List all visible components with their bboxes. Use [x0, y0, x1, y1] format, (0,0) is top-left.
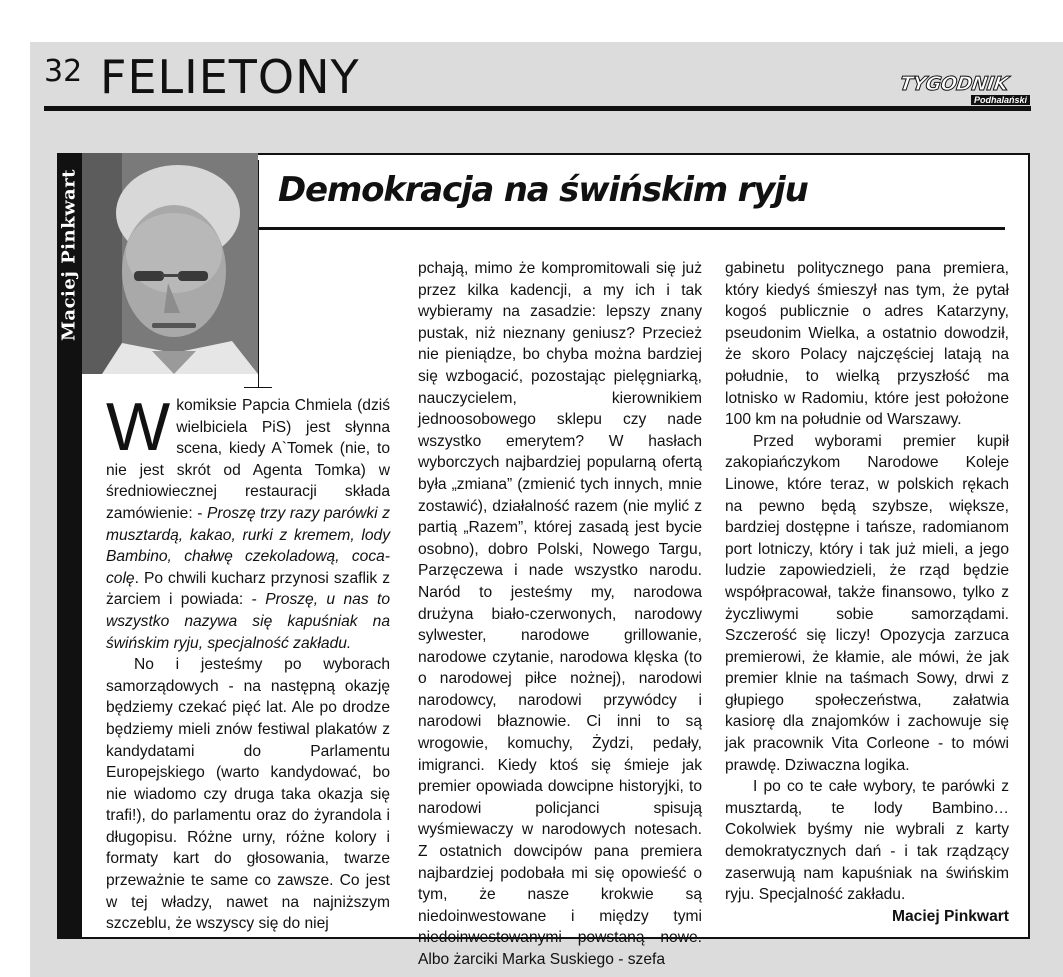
brand-logo-sub: Podhalański [971, 95, 1030, 105]
brand-logo-name: TYGODNIK [898, 73, 1010, 95]
headline-rule [258, 227, 1005, 230]
text-run: komiksie Papcia Chmiela (dziś wielbiciela PiS) jest słynna scena, kiedy A`Tomek (nie, to nie jest skrót od Agenta Tomka) w średniowiecznej restauracji składa zamówienie: - [106, 397, 390, 522]
frame-guide-tick [244, 387, 272, 388]
paragraph: No i jesteśmy po wyborach samorządowych - na następną okazję będziemy czekać pięć lat. Ale po drodze będziemy mieli znów festiwal plakatów z kandydatami do Parlamentu Europejskiego (warto kandydować, bo nie wiadomo czy druga taka okazja się trafi!), do parlamentu oraz do żyrandola i długopisu. Różne urny, różne kolory i formaty kart do głosowania, twarze przeważnie te same co zawsze. Co jest w tej władzy, nawet na najniższym szczeblu, że wszyscy się do niej [106, 656, 390, 933]
section-title: FELIETONY [100, 50, 360, 104]
paragraph: Przed wyborami premier kupił zakopiańczykom Narodowe Koleje Linowe, które teraz, w polskich rękach na pewno będą szybsze, większe, bardziej dostępne i tańsze, radomianom port lotniczy, który i tak już mieli, a jego ludzie zapowiedzieli, że rząd będzie współpracował, także finansowo, tylko z życzliwymi sobie samorządami. Szczerość się liczy! Opozycja zarzuca premierowi, że kłamie, ale mówi, że jak premier klnie na taśmach Sowy, drwi z głupiego społeczeństwa, załatwia kasiorę dla znajomków i zachowuje się jak pracownik Vita Corleone - to mówi prawdę. Dziwaczna logika. [725, 432, 1009, 774]
page-number: 32 [44, 54, 83, 89]
italic-text-run: Proszę, u nas to wszystko nazywa się kapuśniak na świńskim ryju, specjalność zakładu. [106, 591, 391, 652]
article-column-2 [418, 258, 702, 971]
author-photo [82, 153, 258, 374]
brand-logo [900, 73, 1032, 109]
italic-text-run: Proszę trzy razy parówki z musztardą, kakao, rurki z kremem, lody Bambino, chałwę czekoladową, coca-colę [106, 504, 390, 587]
paragraph: gabinetu politycznego pana premiera, który kiedyś śmieszył nas tym, że pytał kogoś publicznie o adres Katarzyny, pseudonim Wielka, a ostatnio dowodził, że skoro Polacy najczęściej latają na południe, to wielką przyszłość ma lotnisko w Radomiu, które jest położone 100 km na południe od Warszawy. [725, 260, 1009, 429]
text-run: . Po chwili kucharz przynosi szaflik z żarciem i powiada: - [106, 569, 390, 609]
paragraph: pchają, mimo że kompromitowali się już przez kilka kadencji, a my ich i tak wybieramy na zasadzie: lepszy znany pustak, niż nieznany geniusz? Przecież nie pieniądze, bo chyba można bardziej się wzbogacić, pozostając pielęgniarką, nauczycielem, kierownikiem jednoosobowego sklepu czy nade wszystko emerytem? W hasłach wyborczych najbardziej popularną ofertą była „zmiana” (zmienić tych innych, mnie zostawić), działalność razem (nie mylić z partią „Razem”, której zasadą jest bycie osobno), dobro Polski, Nowego Targu, Parzęczewa i nade wszystko narodu. Naród to jesteśmy my, narodowa drużyna biało-czerwonych, narodowy sylwester, narodowe grillowanie, narodowe czytanie, narodowa klęska (to o narodowej piłce nożnej), narodowi narodowcy, narodowi przywódcy i narodowi błaznowie. Ci inni to są wrogowie, komuchy, Żydzi, pedały, imigranci. Kiedy ktoś się śmieje jak premier opowiada dowcipne historyjki, to narodowi policjanci spisują wyśmiewaczy w narodowych notesach. Z ostatnich dowcipów pana premiera najbardziej podobała mi się opowieść o tym, że nasze krokwie są niedoinwestowane i między tymi niedoinwestowanymi powstaną nowe. Albo żarciki Marka Suskiego - szefa [418, 260, 702, 968]
frame-guide-vertical [258, 160, 259, 388]
header-rule [44, 106, 1031, 111]
article-headline: Demokracja na świńskim ryju [278, 170, 808, 210]
paragraph: I po co te całe wybory, te parówki z musztardą, te lody Bambino… Cokolwiek byśmy nie wybrali z karty demokratycznych dań - i tak rządzący zaserwują nam kapuśniak na świńskim ryju. Specjalność zakładu. [725, 778, 1009, 904]
author-signature: Maciej Pinkwart [892, 907, 1009, 925]
article-column-3 [725, 258, 1009, 927]
article-column-1 [106, 389, 391, 935]
drop-cap: W [106, 389, 171, 465]
author-name-vertical: Maciej Pinkwart [58, 168, 80, 342]
paragraph [106, 389, 391, 654]
